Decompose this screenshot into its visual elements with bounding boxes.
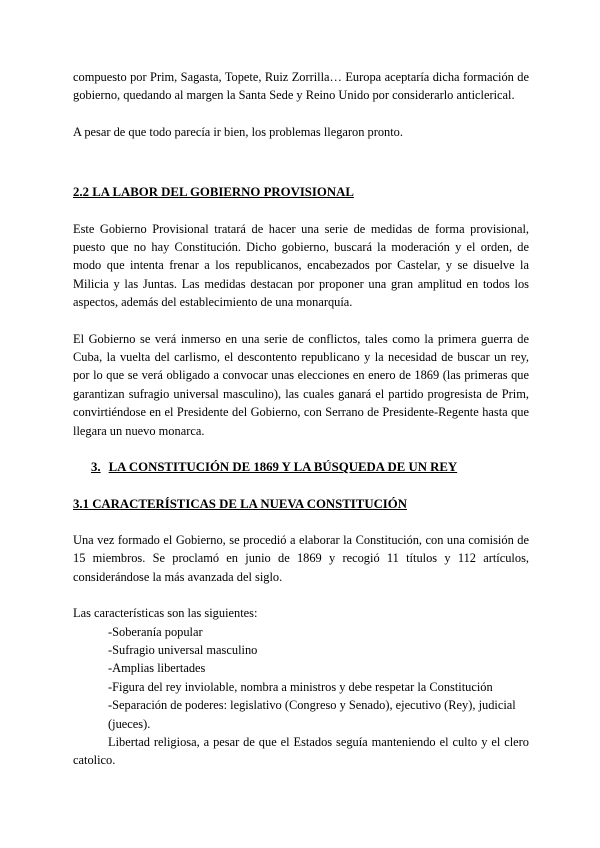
list-item: -Sufragio universal masculino (108, 642, 258, 657)
paragraph-problems: A pesar de que todo parecía ir bien, los problemas llegaron pronto. (73, 124, 403, 139)
section-number: 3. (91, 460, 101, 475)
paragraph-government-composition: compuesto por Prim, Sagasta, Topete, Ruiz Zorrilla… Europa aceptaría dicha formación de gobierno, quedando al margen la Santa Sede y Reino Unido por considerarlo anticlerical. (73, 70, 529, 103)
features-list (73, 623, 529, 733)
list-item: -Soberanía popular (108, 624, 203, 639)
paragraph-conflicts: El Gobierno se verá inmerso en una serie de conflictos, tales como la primera guerra de Cuba, la vuelta del carlismo, el descontento republicano y la necesidad de buscar un rey, por lo que se verá obligado a convocar unas elecciones en enero de 1869 (las primeras que garantizan sufragio universal masculino), las cuales ganará el partido progresista de Prim, convirtiéndose en el Presidente del Gobierno, con Serrano de Presidente-Regente hasta que llegara un nuevo monarca. (73, 331, 529, 438)
list-item: -Separación de poderes: legislativo (Congreso y Senado), ejecutivo (Rey), judicial (jueces). (108, 698, 516, 731)
section-heading-3 (91, 458, 529, 476)
list-item: -Figura del rey inviolable, nombra a ministros y debe respetar la Constitución (108, 679, 493, 694)
section-heading-3-text: LA CONSTITUCIÓN DE 1869 Y LA BÚSQUEDA DE UN REY (108, 460, 458, 475)
paragraph-religious-freedom: Libertad religiosa, a pesar de que el Estados seguía manteniendo el culto y el clero catolico. (73, 734, 529, 768)
paragraph-constitution: Una vez formado el Gobierno, se procedió a elaborar la Constitución, con una comisión de 15 miembros. Se proclamó en junio de 1869 y recogió 11 títulos y 112 artículos, considerándose la más avanzada del siglo. (73, 532, 529, 584)
section-heading-2-2: 2.2 LA LABOR DEL GOBIERNO PROVISIONAL (73, 185, 354, 200)
section-heading-3-1: 3.1 CARACTERÍSTICAS DE LA NUEVA CONSTITUCIÓN (73, 496, 407, 511)
paragraph-provisional-government: Este Gobierno Provisional tratará de hacer una serie de medidas de forma provisional, puesto que no hay Constitución. Dicho gobierno, buscará la moderación y el orden, de modo que intenta frenar a los republicanos, encabezados por Castelar, y se disuelve la Milicia y las Juntas. Las medidas destacan por proponer una gran amplitud en todos los aspectos, además del establecimiento de una monarquía. (73, 221, 529, 310)
document-body (73, 68, 529, 770)
paragraph-features-intro: Las características son las siguientes: (73, 606, 258, 621)
list-item: -Amplias libertades (108, 661, 206, 676)
